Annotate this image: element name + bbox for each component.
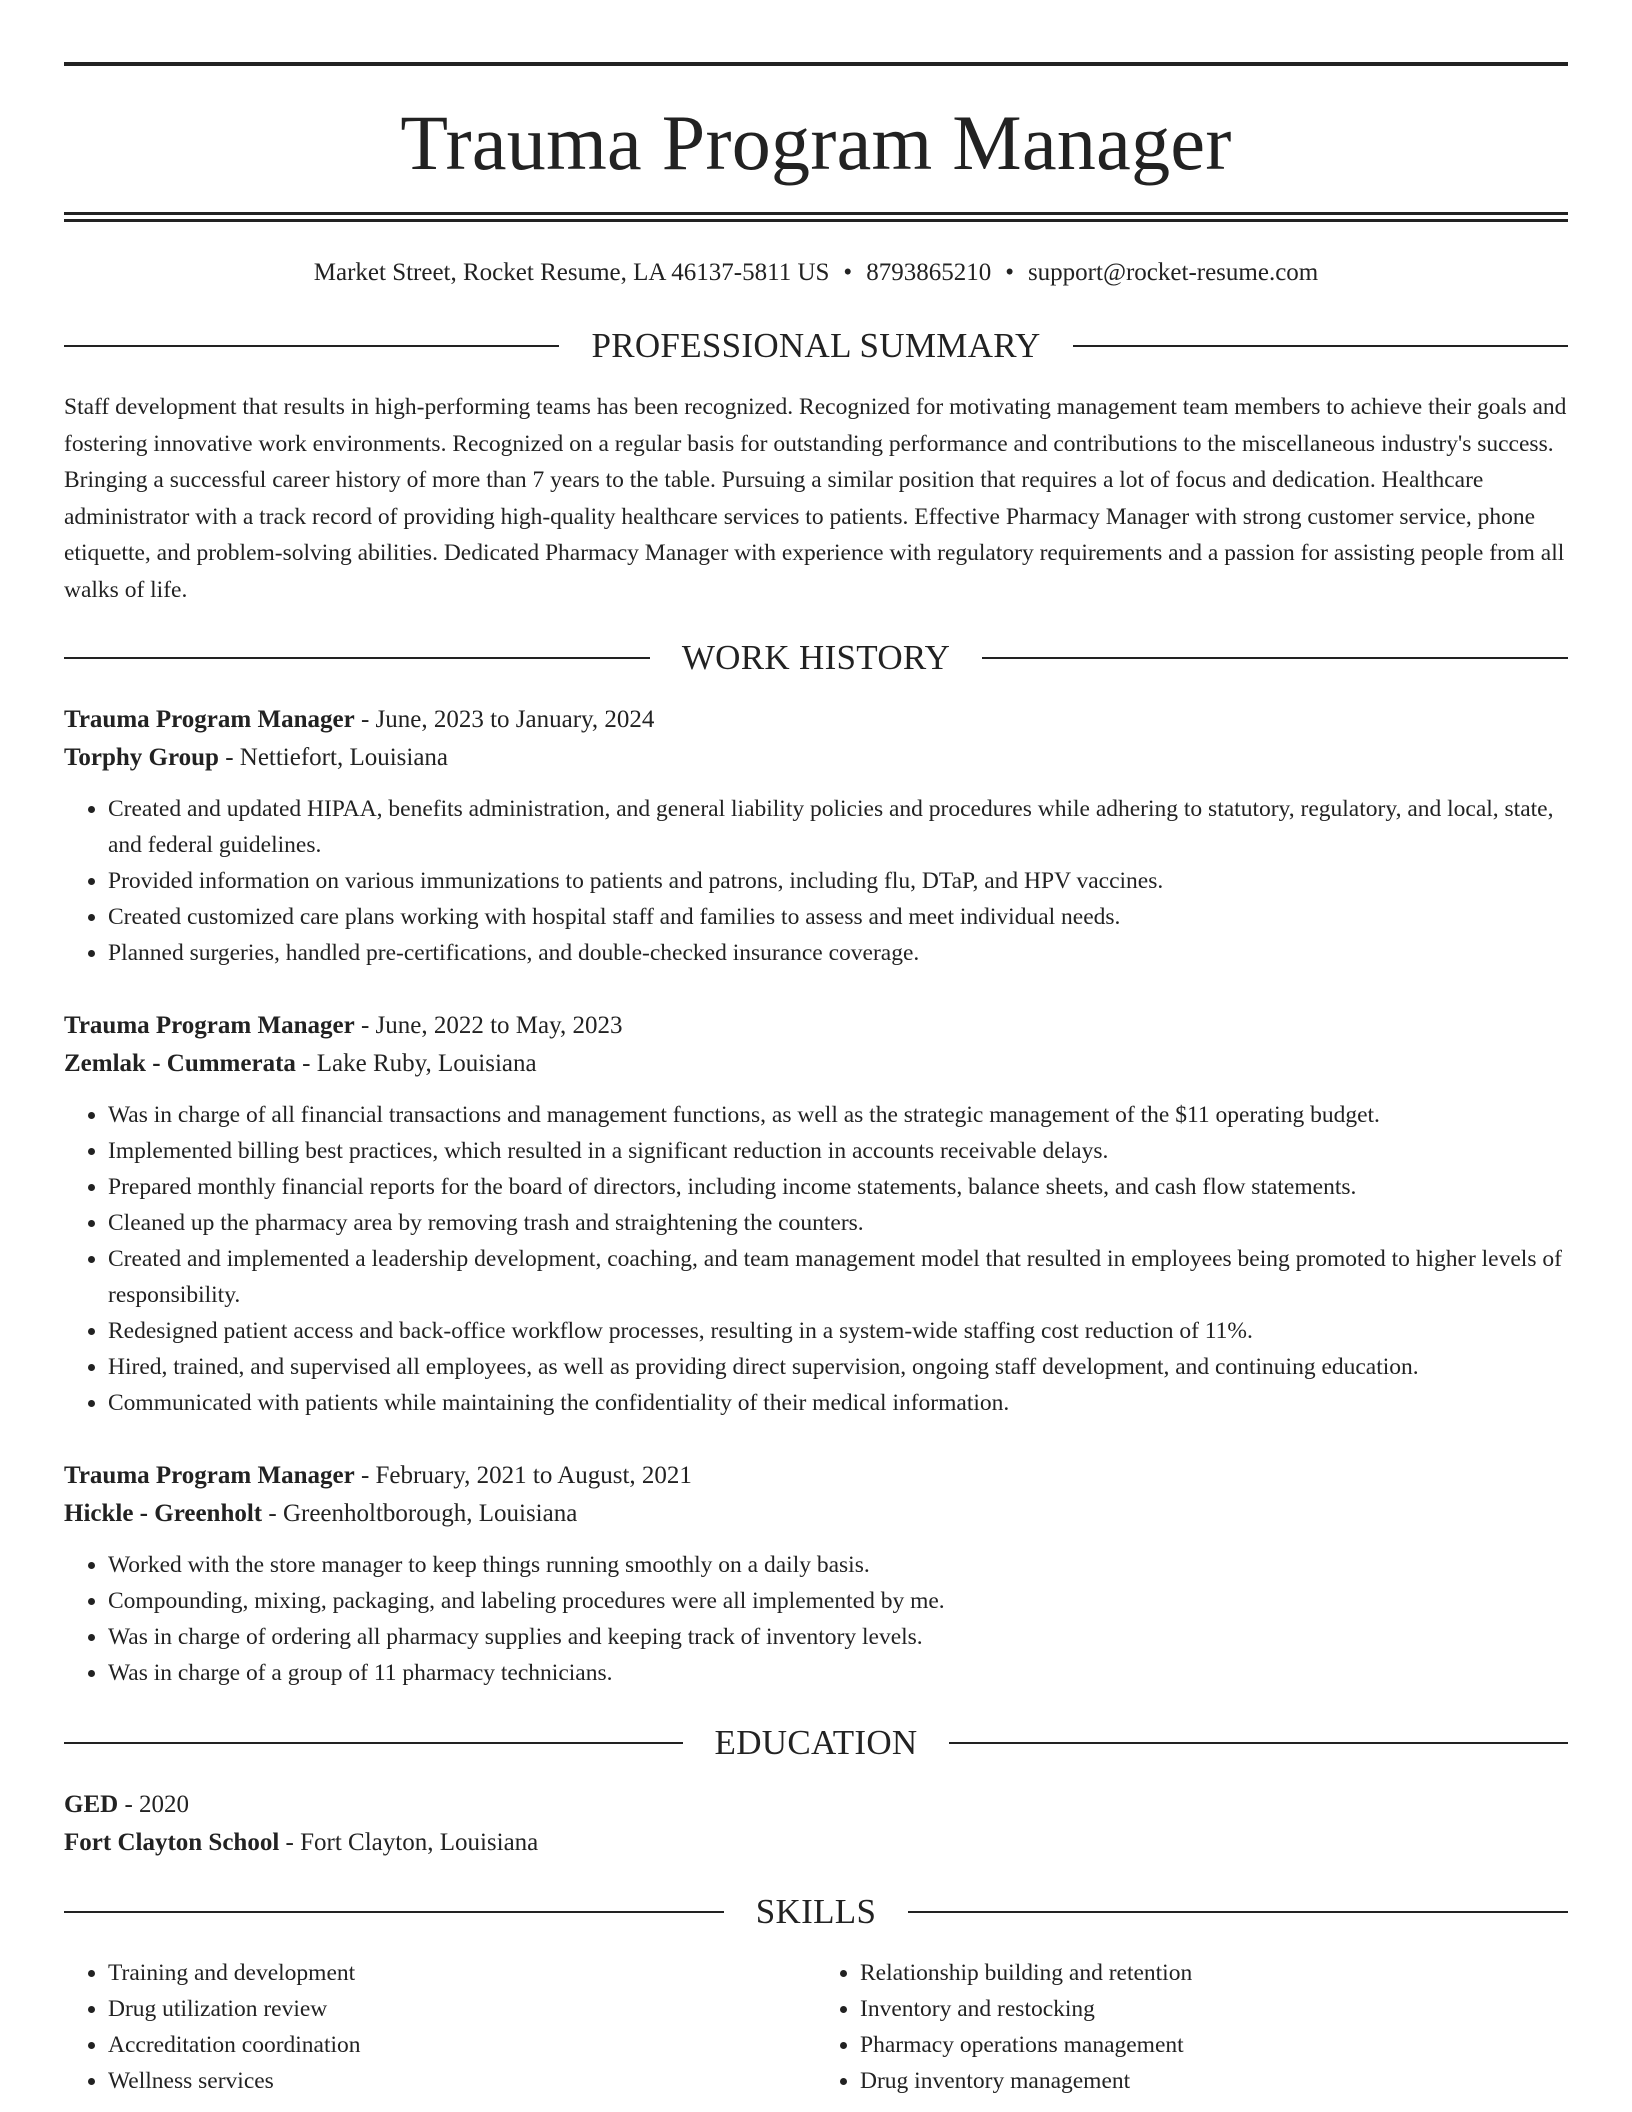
skill-item: • Inventory and restocking (860, 1991, 1568, 2027)
job-bullet: • Created customized care plans working with hospital staff and families to assess and meet individual needs. (108, 899, 1568, 935)
job-bullet: • Was in charge of ordering all pharmacy supplies and keeping track of inventory levels. (108, 1619, 1568, 1655)
job-bullet: • Provided information on various immunizations to patients and patrons, including flu, DTaP, and HPV vaccines. (108, 863, 1568, 899)
job-bullet: • Was in charge of all financial transactions and management functions, as well as the strategic management of the $11 operating budget. (108, 1097, 1568, 1133)
skill-item: • Pharmacy operations management (860, 2027, 1568, 2063)
section-rule-left (64, 657, 650, 659)
job-bullet: • Communicated with patients while maintaining the confidentiality of their medical information. (108, 1385, 1568, 1421)
job-bullet: • Prepared monthly financial reports for the board of directors, including income statements, balance sheets, and cash flow statements. (108, 1169, 1568, 1205)
job-company: Torphy Group (64, 744, 219, 771)
job-bullet: • Compounding, mixing, packaging, and labeling procedures were all implemented by me. (108, 1583, 1568, 1619)
section-rule-right (1073, 345, 1568, 347)
skill-item: • Drug inventory management (860, 2063, 1568, 2099)
job-role: Trauma Program Manager (64, 706, 355, 733)
top-rule (64, 62, 1568, 66)
job-dates: - February, 2021 to August, 2021 (354, 1462, 692, 1489)
section-title-skills: SKILLS (755, 1892, 877, 1931)
job-bullet: • Created and implemented a leadership development, coaching, and team management model that resulted in employees being promoted to higher levels of responsibility. (108, 1241, 1568, 1313)
job-bullet: • Created and updated HIPAA, benefits administration, and general liability policies and procedures while adhering to statutory, regulatory, and local, state, and federal guidelines. (108, 791, 1568, 863)
education-degree-line (64, 1786, 1568, 1824)
section-header-summary (64, 328, 1568, 363)
education-school: Fort Clayton School (64, 1829, 280, 1856)
section-title-summary: PROFESSIONAL SUMMARY (591, 326, 1041, 365)
job-role: Trauma Program Manager (64, 1012, 355, 1039)
job-entry (64, 1007, 1568, 1421)
section-title-education: EDUCATION (714, 1723, 918, 1762)
job-dates: - June, 2022 to May, 2023 (354, 1012, 623, 1039)
work-history-list (64, 701, 1568, 1691)
education-degree: GED (64, 1791, 119, 1818)
professional-summary-text: Staff development that results in high-performing teams has been recognized. Recognized for motivating management team members to achieve their goals and fostering innovative work environments. Recognized on a regular basis for outstanding performance and contributions to the miscellaneous industry's success. Bringing a successful career history of more than 7 years to the table. Pursuing a similar position that requires a lot of focus and dedication. Healthcare administrator with a track record of providing high-quality healthcare services to patients. Effective Pharmacy Manager with strong customer service, phone etiquette, and problem-solving abilities. Dedicated Pharmacy Manager with experience with regulatory requirements and a passion for assisting people from all walks of life. (64, 394, 1567, 603)
job-company-line (64, 1045, 1568, 1083)
job-company-line (64, 739, 1568, 777)
section-title-work: WORK HISTORY (681, 638, 951, 677)
skills-list-right (816, 1955, 1568, 2099)
job-entry (64, 701, 1568, 971)
contact-phone[interactable]: 8793865210 (866, 259, 992, 286)
education-location: - Fort Clayton, Louisiana (279, 1829, 539, 1856)
job-bullet-list (64, 791, 1568, 971)
job-bullet-list (64, 1097, 1568, 1421)
skills-columns (64, 1955, 1568, 2099)
job-dates: - June, 2023 to January, 2024 (354, 706, 655, 733)
section-rule-right (949, 1742, 1568, 1744)
contact-separator: • (843, 259, 853, 286)
education-school-line (64, 1824, 1568, 1862)
job-bullet: • Planned surgeries, handled pre-certifications, and double-checked insurance coverage. (108, 935, 1568, 971)
job-bullet: • Redesigned patient access and back-office workflow processes, resulting in a system-wide staffing cost reduction of 11%. (108, 1313, 1568, 1349)
job-role-line (64, 1457, 1568, 1495)
job-location: - Greenholtborough, Louisiana (262, 1500, 578, 1527)
job-role-line (64, 1007, 1568, 1045)
section-header-education (64, 1725, 1568, 1760)
education-year: - 2020 (118, 1791, 190, 1818)
resume-title: Trauma Program Manager (400, 99, 1232, 186)
job-location: - Lake Ruby, Louisiana (295, 1050, 537, 1077)
job-bullet: • Implemented billing best practices, which resulted in a significant reduction in accounts receivable delays. (108, 1133, 1568, 1169)
job-location: - Nettiefort, Louisiana (218, 744, 449, 771)
section-rule-right (982, 657, 1568, 659)
job-role: Trauma Program Manager (64, 1462, 355, 1489)
job-bullet: • Cleaned up the pharmacy area by removing trash and straightening the counters. (108, 1205, 1568, 1241)
skills-list-left (64, 1955, 816, 2099)
section-rule-left (64, 1911, 724, 1913)
job-role-line (64, 701, 1568, 739)
section-rule-left (64, 345, 559, 347)
skill-item: • Accreditation coordination (108, 2027, 816, 2063)
skill-item: • Wellness services (108, 2063, 816, 2099)
section-header-skills (64, 1894, 1568, 1929)
contact-email[interactable]: support@rocket-resume.com (1027, 259, 1319, 286)
job-bullet: • Worked with the store manager to keep things running smoothly on a daily basis. (108, 1547, 1568, 1583)
job-company: Zemlak - Cummerata (64, 1050, 296, 1077)
job-bullet: • Was in charge of a group of 11 pharmacy technicians. (108, 1655, 1568, 1691)
contact-line (64, 258, 1568, 288)
job-company: Hickle - Greenholt (64, 1500, 263, 1527)
skill-item: • Drug utilization review (108, 1991, 816, 2027)
job-bullet: • Hired, trained, and supervised all employees, as well as providing direct supervision, ongoing staff development, and continuing education. (108, 1349, 1568, 1385)
job-entry (64, 1457, 1568, 1691)
contact-separator: • (1005, 259, 1014, 286)
job-company-line (64, 1495, 1568, 1533)
section-header-work (64, 640, 1568, 675)
section-rule-right (908, 1911, 1568, 1913)
job-bullet-list (64, 1547, 1568, 1691)
education-entry (64, 1786, 1568, 1862)
contact-address: Market Street, Rocket Resume, LA 46137-5811 US (313, 259, 830, 286)
section-rule-left (64, 1742, 683, 1744)
title-double-rule (64, 212, 1568, 222)
skill-item: • Relationship building and retention (860, 1955, 1568, 1991)
skill-item: • Training and development (108, 1955, 816, 1991)
